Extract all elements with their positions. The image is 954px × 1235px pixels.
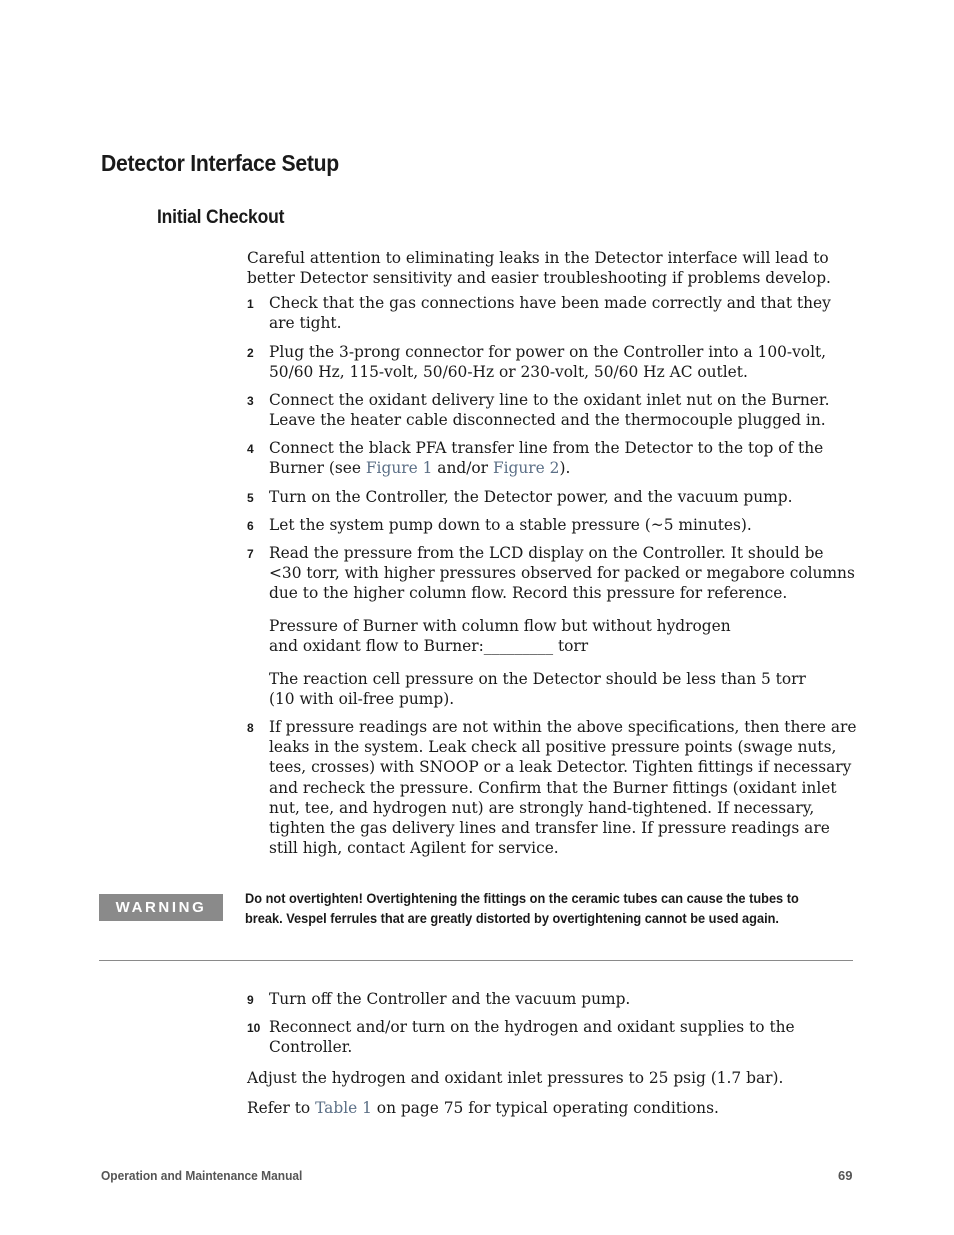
step-number: 10 [247, 1021, 261, 1035]
refer-text [247, 1098, 859, 1118]
step-4 [247, 438, 859, 478]
step-number: 6 [247, 519, 254, 533]
adjust-paragraph [247, 1068, 859, 1088]
step-1 [247, 293, 859, 333]
step-10 [247, 1017, 859, 1057]
step-number: 4 [247, 442, 254, 456]
figure-1-link[interactable]: Figure 1 [365, 459, 433, 478]
warning-divider [99, 960, 853, 961]
intro-text: Careful attention to eliminating leaks in the Detector interface will lead to better Detector sensitivity and easier troubleshooting if problems develop. [247, 249, 831, 288]
table-1-link[interactable]: Table 1 [315, 1099, 372, 1117]
step-number: 1 [247, 297, 254, 311]
step-text: Check that the gas connections have been made correctly and that they are tight. [269, 294, 831, 333]
step-3 [247, 390, 859, 430]
step-6 [247, 515, 859, 535]
footer-title: Operation and Maintenance Manual [101, 1168, 303, 1183]
step-number: 5 [247, 491, 254, 505]
step-text: Reconnect and/or turn on the hydrogen and oxidant supplies to the Controller. [269, 1018, 795, 1057]
pressure-line-2: and oxidant flow to Burner:_________ torr [269, 637, 589, 656]
step-7 [247, 543, 859, 604]
step-2 [247, 342, 859, 382]
step-text-part: Connect the black PFA transfer line from the Detector to the top of the Burner (see [269, 439, 824, 478]
step-text: Turn off the Controller and the vacuum pump. [269, 990, 631, 1008]
step-9 [247, 989, 859, 1009]
pressure-line-1: Pressure of Burner with column flow but without hydrogen [269, 617, 731, 635]
section-heading: Initial Checkout [157, 207, 285, 228]
adjust-text: Adjust the hydrogen and oxidant inlet pressures to 25 psig (1.7 bar). [247, 1069, 784, 1087]
pressure-record-note [269, 616, 859, 656]
page-number: 69 [838, 1168, 853, 1183]
reaction-line-1: The reaction cell pressure on the Detector should be less than 5 torr [269, 670, 806, 688]
step-number: 2 [247, 346, 254, 360]
step-number: 3 [247, 394, 254, 408]
page-heading: Detector Interface Setup [101, 150, 339, 176]
step-text: Connect the oxidant delivery line to the oxidant inlet nut on the Burner. Leave the heater cable disconnected and the thermocouple plugged in. [269, 391, 830, 430]
step-text: Read the pressure from the LCD display on the Controller. It should be <30 torr, with higher pressures observed for packed or megabore columns due to the higher column flow. Record this pressure for reference. [269, 544, 855, 603]
warning-text: Do not overtighten! Overtightening the fittings on the ceramic tubes can cause the tubes to break. Vespel ferrules that are greatly distorted by overtightening cannot be used again. [245, 891, 799, 926]
step-text: Let the system pump down to a stable pressure (~5 minutes). [269, 516, 752, 534]
step-8 [247, 717, 859, 858]
refer-text-part: Refer to [247, 1099, 316, 1117]
step-number: 9 [247, 993, 254, 1007]
step-text-part: and/or [432, 459, 493, 478]
figure-2-link[interactable]: Figure 2 [492, 459, 560, 478]
step-number: 7 [247, 547, 254, 561]
step-text: Turn on the Controller, the Detector power, and the vacuum pump. [269, 488, 793, 506]
refer-text-part: on page 75 for typical operating conditions. [371, 1099, 719, 1117]
step-number: 8 [247, 721, 254, 735]
intro-paragraph [247, 248, 859, 288]
step-text-part: ). [559, 459, 571, 478]
warning-badge: WARNING [99, 894, 223, 921]
refer-paragraph [247, 1098, 859, 1118]
step-text: If pressure readings are not within the above specifications, then there are leaks in the system. Leak check all positive pressure points (swage nuts, tees, crosses) with SNOOP or a leak Detector. Tighten fittings if necessary and recheck the pressure. Confirm that the Burner fittings (oxidant inlet nut, tee, and hydrogen nut) are strongly hand-tightened. If necessary, tighten the gas delivery lines and transfer line. If pressure readings are still high, contact Agilent for service. [269, 718, 857, 858]
reaction-line-2: (10 with oil-free pump). [269, 690, 455, 709]
step-text [269, 438, 857, 478]
step-5 [247, 487, 859, 507]
reaction-pressure-note [269, 669, 859, 709]
step-text: Plug the 3-prong connector for power on the Controller into a 100-volt, 50/60 Hz, 115-volt, 50/60-Hz or 230-volt, 50/60 Hz AC outlet. [269, 343, 827, 382]
